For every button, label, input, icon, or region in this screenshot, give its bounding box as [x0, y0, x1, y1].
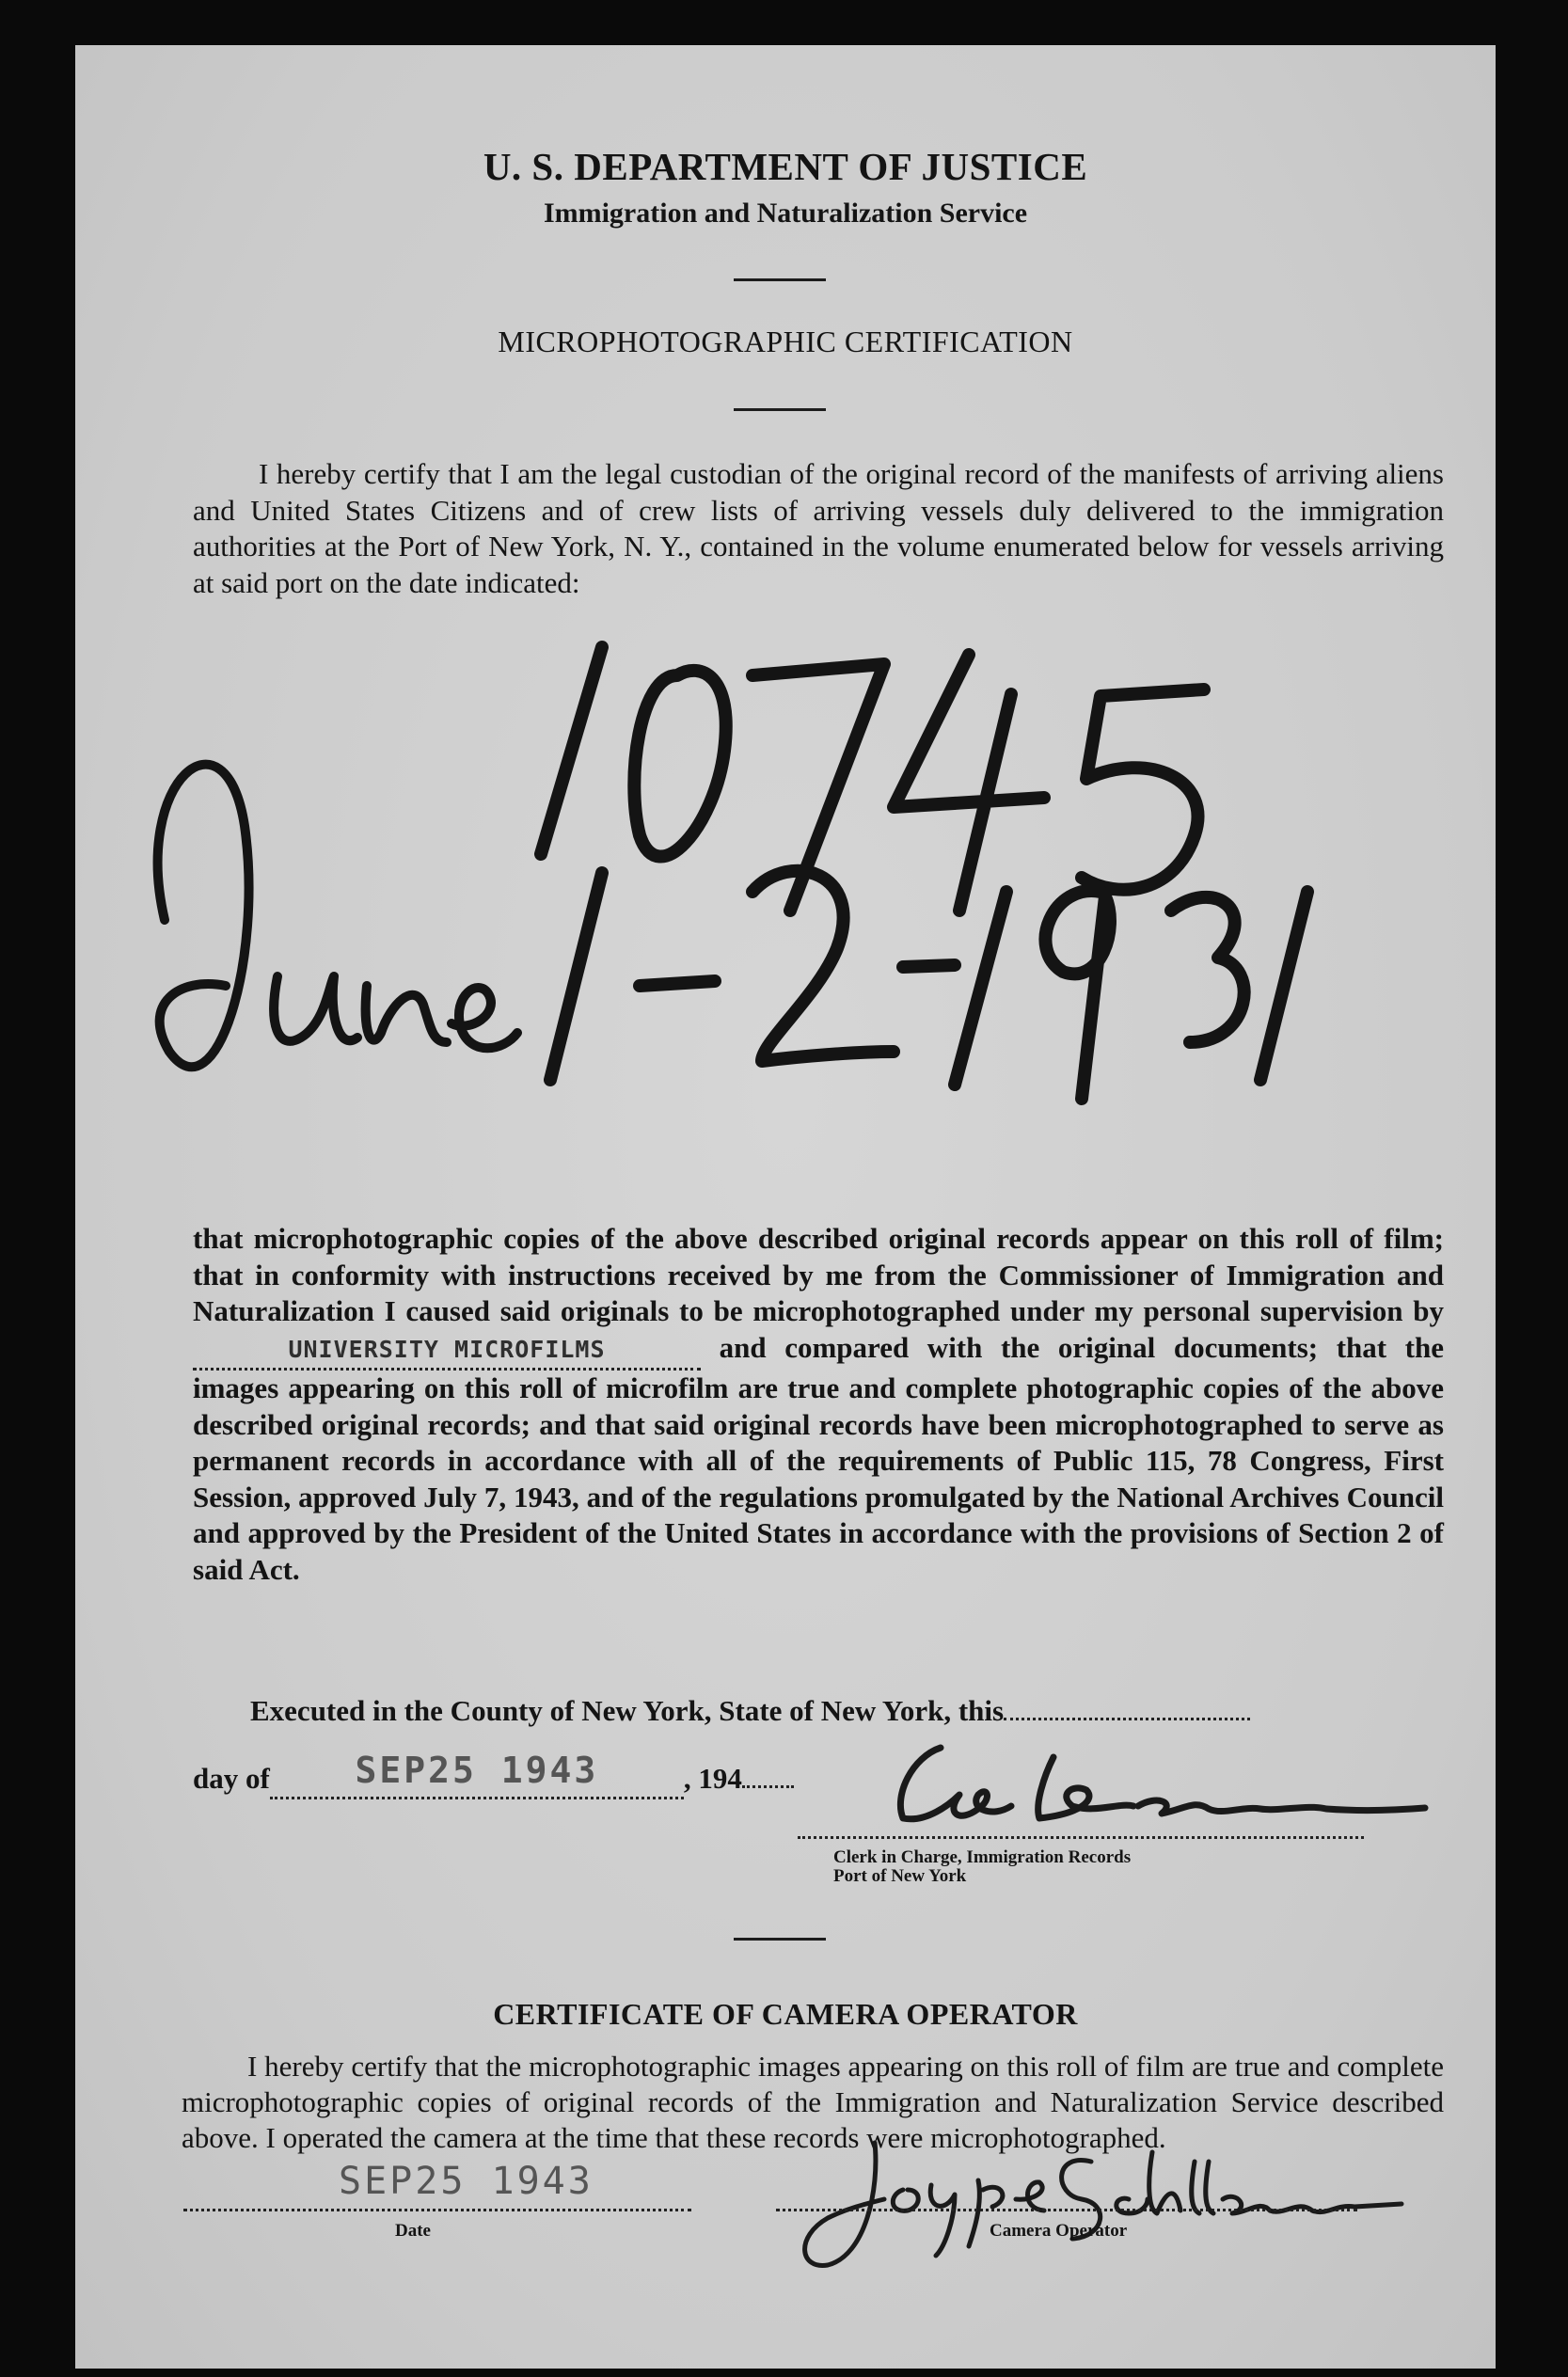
clerk-signature-line: [798, 1836, 1364, 1839]
clerk-port: Port of New York: [833, 1866, 967, 1886]
heading-divider-bottom: [734, 408, 826, 411]
day-of-label: day of: [193, 1762, 270, 1795]
clerk-signature: [837, 1719, 1449, 1842]
date-line: [183, 2209, 691, 2211]
camera-operator-label: Camera Operator: [990, 2221, 1128, 2241]
document-page: [75, 45, 1496, 2369]
operator-company: UNIVERSITY MICROFILMS: [288, 1335, 606, 1363]
day-of-field: [270, 1750, 684, 1799]
day-of-line: [193, 1750, 794, 1799]
camera-date-stamp: SEP25 1943: [339, 2160, 594, 2203]
custodian-statement: I hereby certify that I am the legal custodian of the original record of the manifests of arriving aliens and United States Citizens and of crew lists of arriving vessels duly delivered to the immigration authorities at the Port of New York, N. Y., contained in the volume enumerated below for vessels arriving at said port on the date indicated:: [193, 457, 1444, 599]
heading-divider-top: [734, 278, 826, 281]
year-field: [742, 1765, 794, 1788]
certification-text-before: that microphotographic copies of the above described original records appear on this roll of film; that in conformity with instructions received by me from the Commissioner of Immigration and Naturalization I caused said originals to be microphotographed under my personal supervision by: [193, 1222, 1444, 1327]
camera-operator-title: CERTIFICATE OF CAMERA OPERATOR: [493, 1997, 1078, 2031]
department-heading: U. S. DEPARTMENT OF JUSTICE: [483, 145, 1088, 188]
clerk-title: Clerk in Charge, Immigration Records: [833, 1847, 1132, 1867]
year-label: , 194: [683, 1762, 742, 1795]
section-divider: [734, 1938, 826, 1941]
execution-text: Executed in the County of New York, State of New York, this: [250, 1694, 1005, 1727]
date-label: Date: [395, 2221, 431, 2241]
execution-date-stamp: SEP25 1943: [355, 1750, 599, 1791]
camera-operator-statement: I hereby certify that the microphotographic images appearing on this roll of film are true and complete microphotographic copies of original records of the Immigration and Naturalization Service described above. I operated the camera at the time that these records were microphotographed.: [182, 2050, 1444, 2154]
camera-operator-signature-line: [776, 2209, 1357, 2211]
service-subheading: Immigration and Naturalization Service: [543, 198, 1028, 229]
handwritten-volume-date: [75, 610, 1496, 1193]
certification-text-after: and compared with the original documents; that the images appearing on this roll of microfilm are true and complete photographic copies of the above described original records; and that said original records have been microphotographed to serve as permanent records in accordance with all of the requirements of Public 115, 78 Congress, First Session, approved July 7, 1943, and of the regulations promulgated by the National Archives Council and approved by the President of the United States in accordance with the provisions of Section 2 of said Act.: [193, 1330, 1445, 1586]
execution-day-field: [1004, 1697, 1250, 1720]
certification-title: MICROPHOTOGRAPHIC CERTIFICATION: [498, 325, 1073, 358]
certification-statement: [193, 1221, 1444, 1588]
execution-line: [250, 1693, 1250, 1730]
operator-company-field: [193, 1330, 701, 1371]
